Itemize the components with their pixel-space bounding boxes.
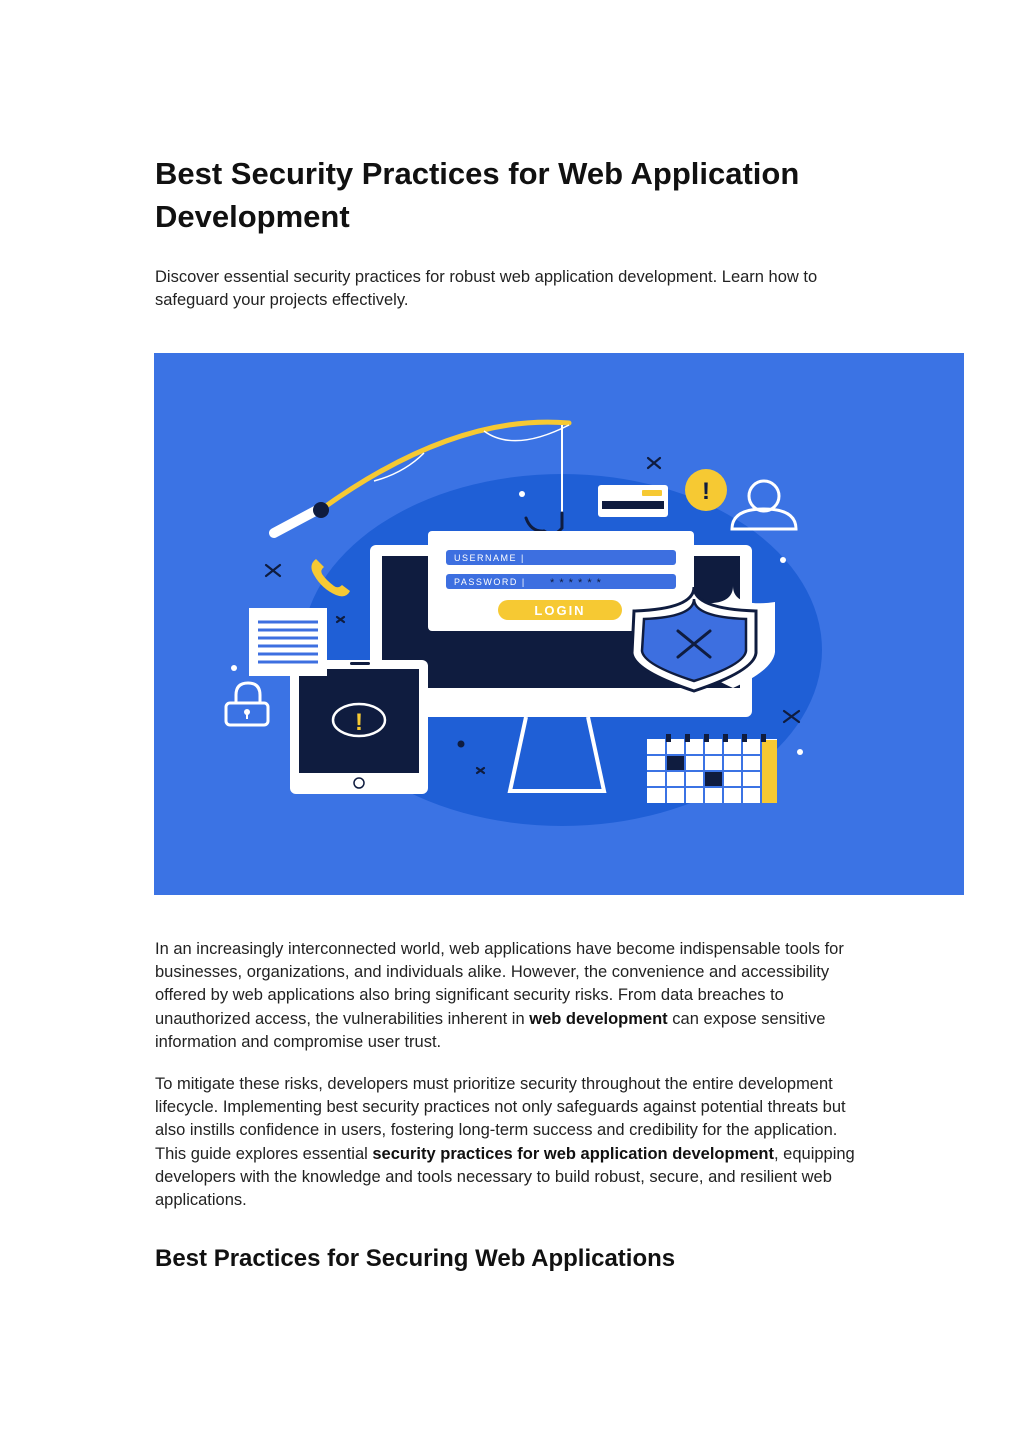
paragraph-2-text-start: To mitigate these risks, developers must prioritize security throughout the entire development lifecycle. Implementing best security practices not only safeguards against potential threats but also instills confidence in users, fostering long-term success and credibility for the application. This guide explores essential (155, 1075, 846, 1163)
document-icon (249, 608, 327, 676)
paragraph-2-bold-text: security practices for web application development (372, 1144, 774, 1163)
body-paragraph-1 (155, 938, 867, 1054)
paragraph-2-text-end: , equipping developers with the knowledge and tools necessary to build robust, secure, and resilient web applications. (155, 1144, 855, 1210)
hero-illustration (154, 353, 964, 895)
paragraph-1-text-end: can expose sensitive information and compromise user trust. (155, 1009, 826, 1051)
tablet-alert-icon: ! (355, 709, 363, 736)
tablet-icon (290, 660, 428, 794)
password-mask: * * * * * * (550, 577, 602, 589)
decorative-dark-star-icons (458, 741, 465, 748)
calendar-icon (647, 734, 777, 803)
warning-badge-icon (685, 469, 727, 511)
warning-badge-symbol: ! (702, 478, 710, 505)
credit-card-icon (598, 485, 668, 517)
body-paragraph-2 (155, 1073, 867, 1212)
login-button-label: LOGIN (534, 603, 586, 618)
username-label: USERNAME | (454, 553, 525, 563)
page-title: Best Security Practices for Web Application Development (155, 156, 800, 234)
security-illustration (154, 353, 964, 895)
paragraph-1-bold-text: web development (529, 1009, 668, 1028)
section-heading: Best Practices for Securing Web Applications (155, 1245, 676, 1272)
password-label: PASSWORD | (454, 577, 526, 587)
intro-text: Discover essential security practices for robust web application development. Learn how to safeguard your projects effectively. (155, 268, 818, 309)
padlock-icon (226, 683, 268, 725)
user-icon (732, 481, 796, 529)
paragraph-1-text-start: In an increasingly interconnected world, web applications have become indispensable tools for businesses, organizations, and individuals alike. However, the convenience and accessibility offered by web applications also bring significant security risks. From data breaches to unauthorized access, the vulnerabilities inherent in (155, 940, 844, 1028)
